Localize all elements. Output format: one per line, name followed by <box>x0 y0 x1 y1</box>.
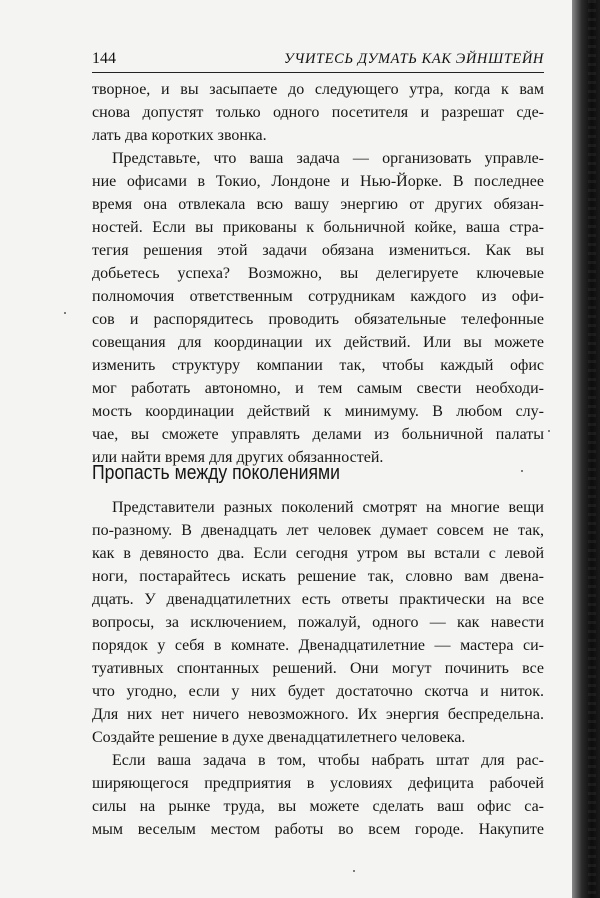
text-line: Представители разных поколений смотрят на многие вещи <box>112 499 544 516</box>
text-line: Создайте решение в духе двенадцатилетнего человека. <box>92 729 466 746</box>
text-line: совещания для координации их действий. Или вы можете <box>92 334 544 351</box>
text-line: ние офисами в Токио, Лондоне и Нью-Йорке. В последнее <box>92 173 544 190</box>
spine-texture <box>588 0 596 898</box>
page-header <box>92 48 544 70</box>
text-line: дцать. У двенадцатилетних есть ответы практически на все <box>92 591 544 608</box>
text-line: туативных спонтанных решений. Они могут починить все <box>92 660 544 677</box>
text-line: ностей. Если вы прикованы к больничной койке, ваша стра- <box>92 219 544 236</box>
text-line: лать два коротких звонка. <box>92 127 267 144</box>
header-rule <box>92 72 544 73</box>
book-spine-shadow <box>572 0 600 898</box>
scan-speck <box>353 870 355 872</box>
text-line: чае, вы сможете управлять делами из больничной палаты <box>92 426 544 443</box>
section-heading: Пропасть между поколениями <box>92 461 341 484</box>
text-line: ноги, постарайтесь искать решение так, словно вам двена- <box>92 568 544 585</box>
text-line: по-разному. В двенадцать лет человек думает совсем не так, <box>92 522 544 539</box>
text-line: Если ваша задача в том, чтобы набрать штат для рас- <box>112 752 544 769</box>
scan-speck <box>548 430 550 432</box>
page-number: 144 <box>92 50 116 67</box>
text-line: порядок у себя в комнате. Двенадцатилетние — мастера си- <box>92 637 544 654</box>
text-line: вопросы, за исключением, пожалуй, одного — как навести <box>92 614 544 631</box>
text-line: Для них нет ничего невозможного. Их энергия беспредельна. <box>92 706 544 723</box>
scan-speck <box>521 470 523 472</box>
text-line: что угодно, если у них будет достаточно скотча и ниток. <box>92 683 544 700</box>
text-line: тегия решения этой задачи обязана измениться. Как вы <box>92 242 544 259</box>
text-line: или найти время для других обязанностей. <box>92 449 384 466</box>
running-title: УЧИТЕСЬ ДУМАТЬ КАК ЭЙНШТЕЙН <box>284 51 544 67</box>
text-line: время она отвлекала всю вашу энергию от других обязан- <box>92 196 544 213</box>
text-line: снова допустят только одного посетителя и разрешат сде- <box>92 104 544 121</box>
text-line: сов и распорядитесь проводить обязательные телефонные <box>92 311 544 328</box>
scan-speck <box>64 312 66 314</box>
text-line: мым веселым местом работы во всем городе. Накупите <box>92 821 544 838</box>
text-line: мог работать автономно, и тем самым свести необходи- <box>92 380 544 397</box>
text-line: творное, и вы засыпаете до следующего утра, когда к вам <box>92 81 544 98</box>
text-line: как в девяносто два. Если сегодня утром вы встали с левой <box>92 545 544 562</box>
text-line: мость координации действий к минимуму. В любом слу- <box>92 403 544 420</box>
text-line: изменить структуру компании так, чтобы каждый офис <box>92 357 544 374</box>
text-line: добьетесь успеха? Возможно, вы делегируете ключевые <box>92 265 544 282</box>
text-line: Представьте, что ваша задача — организовать управле- <box>112 150 544 167</box>
text-line: силы на рынке труда, вы можете сделать ваш офис са- <box>92 798 544 815</box>
text-line: ширяющегося предприятия в условиях дефицита рабочей <box>92 775 544 792</box>
text-line: полномочия ответственным сотрудникам каждого из офи- <box>92 288 544 305</box>
